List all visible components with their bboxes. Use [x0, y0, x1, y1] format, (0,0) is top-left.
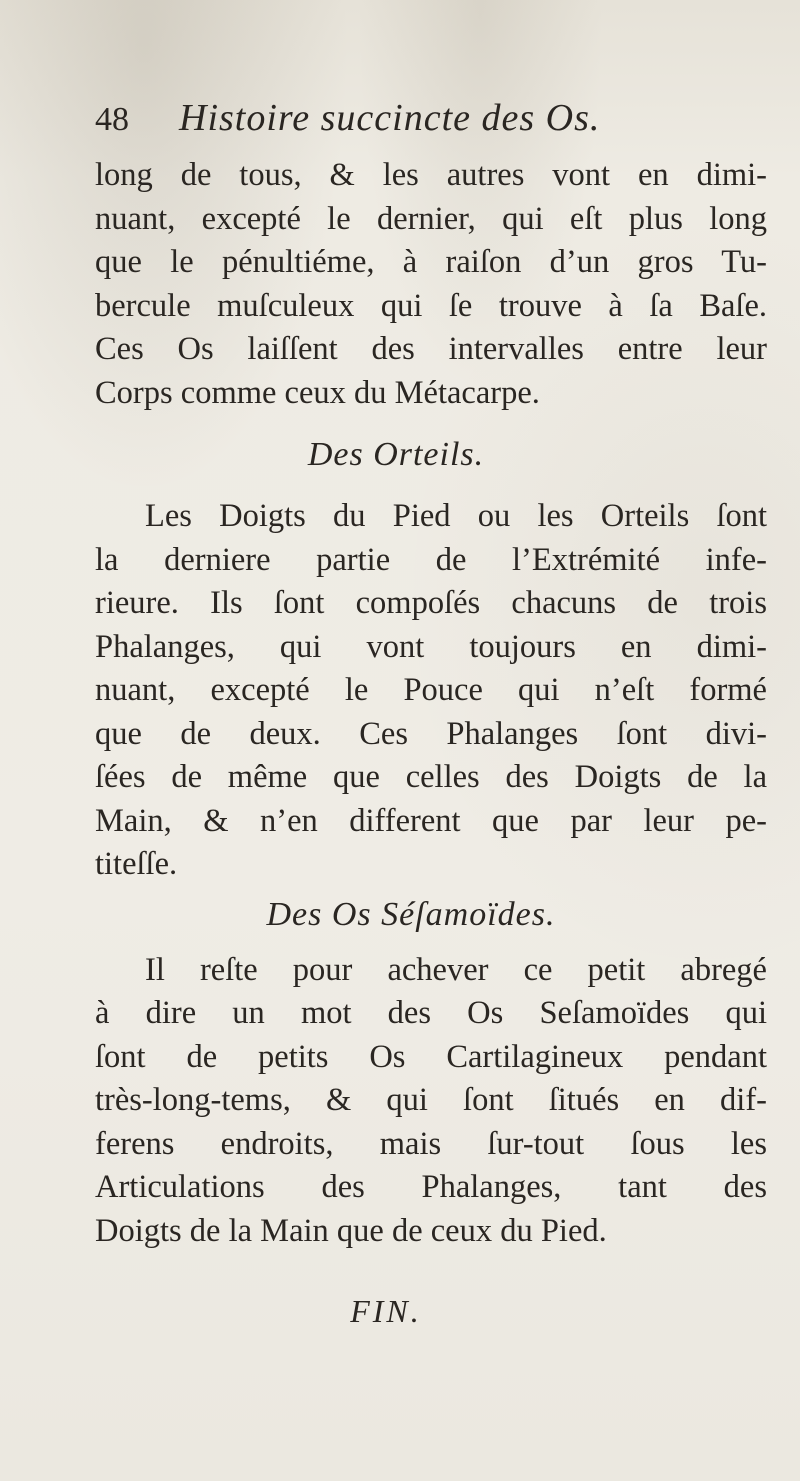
- text-line: ſont de petits Os Cartilagineux pendant: [95, 1038, 767, 1075]
- text-line: la derniere partie de l’Extrémité infe-: [95, 541, 767, 578]
- text-line: Main, & n’en different que par leur pe-: [95, 802, 767, 839]
- text-line: bercule muſculeux qui ſe trouve à ſa Baſe.: [95, 287, 767, 324]
- section-heading-orteils: Des Orteils.: [307, 436, 485, 473]
- text-line: Les Doigts du Pied ou les Orteils ſont: [145, 498, 767, 534]
- running-title: Histoire succincte des Os.: [179, 97, 601, 139]
- page-number: 48: [95, 101, 129, 138]
- text-line: très-long-tems, & qui ſont ſitués en dif-: [95, 1082, 767, 1118]
- paragraph-metatarse: [95, 154, 767, 415]
- text-line: nuant, excepté le Pouce qui n’eſt formé: [95, 672, 767, 708]
- text-line: rieure. Ils ſont compoſés chacuns de trois: [95, 585, 767, 621]
- text-line: Il reſte pour achever ce petit abregé: [145, 951, 767, 988]
- page-text: [95, 96, 767, 1330]
- text-line: que de deux. Ces Phalanges ſont divi-: [95, 715, 767, 752]
- fin-mark: FIN.: [350, 1293, 422, 1329]
- text-line: que le pénultiéme, à raiſon d’un gros Tu-: [95, 244, 767, 280]
- text-line: Ces Os laiſſent des intervalles entre leur: [95, 331, 767, 367]
- text-line: nuant, excepté le dernier, qui eſt plus long: [95, 200, 767, 237]
- text-line: ſées de même que celles des Doigts de la: [95, 759, 767, 795]
- text-line: long de tous, & les autres vont en dimi-: [95, 157, 767, 193]
- text-line: ferens endroits, mais ſur-tout ſous les: [95, 1125, 767, 1162]
- text-line: Phalanges, qui vont toujours en dimi-: [95, 628, 767, 665]
- paragraph-sesamoides: [95, 949, 767, 1254]
- text-line: Doigts de la Main que de ceux du Pied.: [95, 1212, 607, 1249]
- paragraph-orteils: [95, 495, 767, 887]
- text-line: Corps comme ceux du Métacarpe.: [95, 374, 540, 411]
- text-line: Articulations des Phalanges, tant des: [95, 1169, 767, 1205]
- text-line: à dire un mot des Os Seſamoïdes qui: [95, 995, 767, 1031]
- section-heading-sesamoides: Des Os Séſamoïdes.: [266, 895, 556, 933]
- text-line: titeſſe.: [95, 846, 178, 882]
- page-header: [95, 96, 767, 154]
